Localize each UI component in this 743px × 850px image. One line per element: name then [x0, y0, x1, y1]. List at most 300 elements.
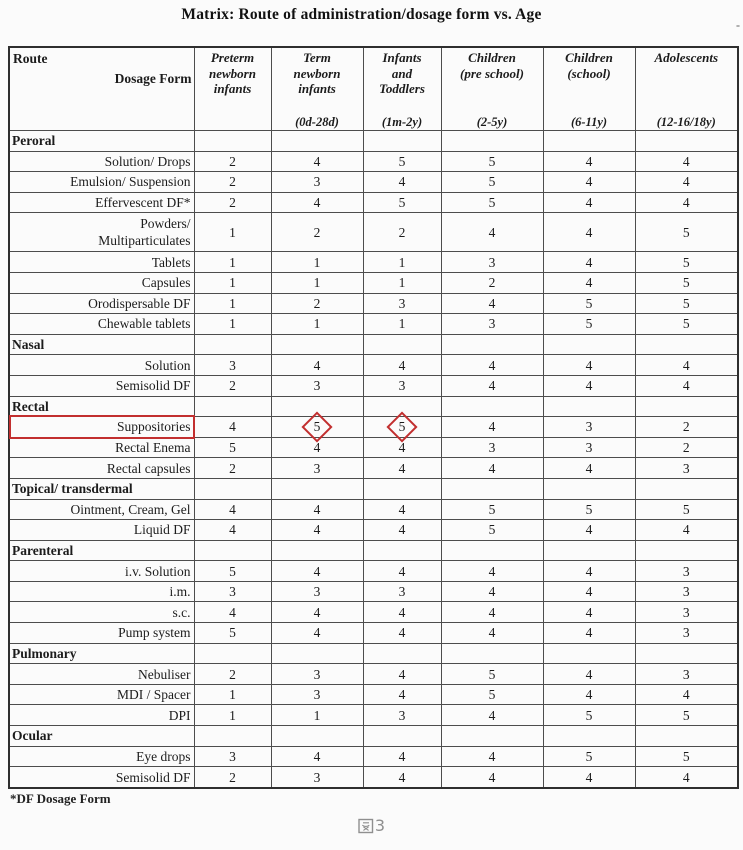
- rating-value: 4: [398, 440, 406, 456]
- rating-cell: [194, 623, 271, 644]
- dosage-form-label: Nebuliser: [9, 664, 194, 685]
- rating-value: 4: [682, 195, 690, 211]
- rating-cell: [271, 151, 363, 172]
- stray-scan-mark: -: [736, 18, 740, 32]
- rating-value: 5: [682, 316, 690, 332]
- empty-cell: [635, 334, 738, 355]
- rating-cell: [635, 561, 738, 582]
- age-column-name: Adolescents: [654, 50, 719, 65]
- rating-cell: [441, 602, 543, 623]
- dosage-form-label: Liquid DF: [9, 520, 194, 541]
- rating-value: 4: [488, 563, 496, 579]
- rating-cell: [441, 417, 543, 438]
- rating-cell: [441, 581, 543, 602]
- rating-value: 3: [398, 378, 406, 394]
- dosage-form-label: Semisolid DF: [9, 767, 194, 788]
- empty-cell: [271, 478, 363, 499]
- age-column-name: Infants and Toddlers: [379, 50, 425, 96]
- rating-cell: [194, 314, 271, 335]
- rating-cell: [194, 561, 271, 582]
- rating-cell: [363, 293, 441, 314]
- rating-value: 1: [313, 707, 321, 723]
- rating-cell: [271, 623, 363, 644]
- rating-value: 4: [313, 153, 321, 169]
- rating-value: 2: [313, 295, 321, 311]
- empty-cell: [441, 478, 543, 499]
- dosage-form-row: [9, 746, 738, 767]
- dosage-form-label: Effervescent DF*: [9, 192, 194, 213]
- rating-cell: [194, 375, 271, 396]
- empty-cell: [543, 396, 635, 417]
- rating-value: 3: [585, 419, 593, 435]
- rating-value: 5: [488, 174, 496, 190]
- dosage-form-row: [9, 705, 738, 726]
- rating-value: 4: [488, 769, 496, 785]
- rating-value: 3: [398, 295, 406, 311]
- rating-value: 5: [682, 275, 690, 291]
- rating-cell: [441, 192, 543, 213]
- rating-cell: [543, 520, 635, 541]
- dosage-form-label: Eye drops: [9, 746, 194, 767]
- rating-value: 4: [313, 625, 321, 641]
- route-section-label: Parenteral: [9, 540, 194, 561]
- empty-cell: [635, 131, 738, 152]
- rating-cell: [363, 623, 441, 644]
- rating-cell: [441, 151, 543, 172]
- rating-cell: [635, 252, 738, 273]
- rating-cell: [194, 458, 271, 479]
- rating-cell: [363, 172, 441, 193]
- figure-caption-number: 3: [374, 816, 386, 835]
- rating-value: 4: [229, 522, 236, 538]
- rating-cell: [194, 520, 271, 541]
- rating-cell: [543, 705, 635, 726]
- rating-cell: [441, 458, 543, 479]
- dosage-form-label: Rectal Enema: [9, 437, 194, 458]
- rating-value: 1: [398, 316, 406, 332]
- rating-value: 4: [585, 224, 593, 240]
- empty-cell: [635, 478, 738, 499]
- dosage-form-label: Powders/ Multiparticulates: [9, 213, 194, 252]
- route-section-row: [9, 726, 738, 747]
- route-section-row: [9, 643, 738, 664]
- rating-cell: [194, 151, 271, 172]
- rating-value: 3: [585, 440, 593, 456]
- empty-cell: [194, 131, 271, 152]
- rating-cell: [543, 602, 635, 623]
- rating-value: 1: [229, 295, 236, 311]
- rating-cell: [363, 437, 441, 458]
- rating-cell: [271, 581, 363, 602]
- rating-value: 4: [682, 522, 690, 538]
- rating-cell: [271, 293, 363, 314]
- dosage-form-label: Orodispersable DF: [9, 293, 194, 314]
- rating-cell: [271, 602, 363, 623]
- rating-value: 5: [313, 419, 321, 435]
- rating-cell: [271, 172, 363, 193]
- empty-cell: [363, 131, 441, 152]
- rating-value: 4: [488, 357, 496, 373]
- empty-cell: [194, 540, 271, 561]
- rating-cell: [635, 581, 738, 602]
- rating-value: 5: [682, 295, 690, 311]
- dosage-form-label: i.m.: [9, 581, 194, 602]
- rating-value: 4: [398, 357, 406, 373]
- rating-value: 5: [488, 522, 496, 538]
- rating-cell: [271, 499, 363, 520]
- rating-cell: [543, 417, 635, 438]
- dosage-form-label: Suppositories: [9, 417, 194, 438]
- rating-value: 4: [398, 687, 406, 703]
- rating-value: 3: [313, 378, 321, 394]
- route-section-label: Peroral: [9, 131, 194, 152]
- rating-cell: [635, 437, 738, 458]
- rating-value: 5: [682, 254, 690, 270]
- rating-value: 2: [488, 275, 496, 291]
- dosage-form-row: [9, 520, 738, 541]
- rating-cell: [441, 213, 543, 252]
- rating-value: 2: [229, 460, 236, 476]
- rating-cell: [441, 684, 543, 705]
- empty-cell: [363, 540, 441, 561]
- route-section-row: [9, 478, 738, 499]
- rating-cell: [441, 499, 543, 520]
- rating-cell: [543, 192, 635, 213]
- empty-cell: [194, 726, 271, 747]
- rating-value: 4: [313, 748, 321, 764]
- age-column-header: [363, 47, 441, 131]
- age-column-header: [543, 47, 635, 131]
- rating-value: 3: [313, 174, 321, 190]
- rating-value: 4: [488, 748, 496, 764]
- rating-cell: [363, 684, 441, 705]
- rating-cell: [271, 458, 363, 479]
- empty-cell: [271, 540, 363, 561]
- table-header-row: [9, 47, 738, 131]
- rating-cell: [635, 213, 738, 252]
- rating-value: 5: [398, 195, 406, 211]
- rating-cell: [441, 172, 543, 193]
- rating-value: 4: [313, 501, 321, 517]
- rating-cell: [543, 581, 635, 602]
- empty-cell: [543, 643, 635, 664]
- rating-cell: [363, 767, 441, 788]
- rating-value: 4: [585, 254, 593, 270]
- rating-cell: [363, 192, 441, 213]
- rating-value: 4: [585, 357, 593, 373]
- rating-value: 3: [313, 687, 321, 703]
- rating-value: 4: [585, 604, 593, 620]
- rating-cell: [635, 602, 738, 623]
- rating-value: 2: [682, 419, 690, 435]
- rating-cell: [635, 746, 738, 767]
- rating-value: 5: [682, 224, 690, 240]
- rating-value: 4: [488, 625, 496, 641]
- rating-value: 4: [682, 357, 690, 373]
- rating-cell: [543, 458, 635, 479]
- empty-cell: [635, 396, 738, 417]
- rating-value: 4: [229, 604, 236, 620]
- empty-cell: [441, 396, 543, 417]
- rating-cell: [441, 437, 543, 458]
- rating-cell: [635, 664, 738, 685]
- empty-cell: [194, 643, 271, 664]
- rating-cell: [194, 355, 271, 376]
- empty-cell: [363, 334, 441, 355]
- rating-value: 3: [682, 584, 690, 600]
- rating-value: 5: [585, 295, 593, 311]
- dosage-form-row: [9, 252, 738, 273]
- empty-cell: [363, 478, 441, 499]
- rating-value: 4: [585, 769, 593, 785]
- route-section-row: [9, 540, 738, 561]
- rating-value: 1: [229, 275, 236, 291]
- rating-value: 1: [229, 707, 236, 723]
- empty-cell: [543, 334, 635, 355]
- route-section-label: Pulmonary: [9, 643, 194, 664]
- rating-value: 5: [229, 563, 236, 579]
- rating-cell: [271, 355, 363, 376]
- rating-cell: [363, 581, 441, 602]
- rating-cell: [271, 684, 363, 705]
- route-section-row: [9, 334, 738, 355]
- rating-value: 4: [585, 378, 593, 394]
- rating-value: 2: [682, 440, 690, 456]
- rating-value: 2: [229, 378, 236, 394]
- rating-cell: [194, 437, 271, 458]
- dosage-form-label: Tablets: [9, 252, 194, 273]
- empty-cell: [271, 334, 363, 355]
- rating-cell: [543, 252, 635, 273]
- rating-cell: [543, 272, 635, 293]
- route-section-label: Nasal: [9, 334, 194, 355]
- rating-value: 4: [488, 584, 496, 600]
- route-section-label: Topical/ transdermal: [9, 478, 194, 499]
- rating-cell: [271, 705, 363, 726]
- rating-value: 4: [585, 460, 593, 476]
- empty-cell: [271, 643, 363, 664]
- rating-value: 4: [682, 378, 690, 394]
- rating-value: 4: [488, 295, 496, 311]
- dosage-form-row: [9, 767, 738, 788]
- clipped-footnote: *DF Dosage Form: [10, 791, 111, 806]
- rating-value: 5: [398, 153, 406, 169]
- rating-cell: [635, 705, 738, 726]
- rating-cell: [635, 767, 738, 788]
- rating-value: 4: [488, 224, 496, 240]
- rating-cell: [194, 293, 271, 314]
- rating-value: 4: [488, 378, 496, 394]
- rating-value: 4: [398, 604, 406, 620]
- empty-cell: [363, 396, 441, 417]
- rating-value: 4: [488, 604, 496, 620]
- rating-cell: [543, 623, 635, 644]
- rating-value: 4: [398, 460, 406, 476]
- page-title: Matrix: Route of administration/dosage form vs. Age: [181, 6, 542, 23]
- dosage-form-row: [9, 272, 738, 293]
- age-column-header: [441, 47, 543, 131]
- rating-cell: [363, 458, 441, 479]
- rating-cell: [363, 746, 441, 767]
- rating-cell: [441, 252, 543, 273]
- dosage-form-label: Emulsion/ Suspension: [9, 172, 194, 193]
- rating-value: 3: [313, 769, 321, 785]
- rating-value: 4: [585, 522, 593, 538]
- rating-cell: [271, 767, 363, 788]
- age-column-header: [271, 47, 363, 131]
- figure-caption: [0, 816, 743, 835]
- rating-cell: [543, 746, 635, 767]
- rating-value: 4: [585, 666, 593, 682]
- rating-cell: [363, 314, 441, 335]
- rating-cell: [635, 272, 738, 293]
- dosage-form-row: [9, 314, 738, 335]
- route-section-row: [9, 131, 738, 152]
- rating-value: 3: [229, 357, 236, 373]
- rating-cell: [635, 458, 738, 479]
- rating-cell: [194, 746, 271, 767]
- empty-cell: [441, 726, 543, 747]
- rating-value: 5: [229, 625, 236, 641]
- empty-cell: [441, 131, 543, 152]
- rating-value: 4: [585, 625, 593, 641]
- empty-cell: [635, 643, 738, 664]
- rating-value: 3: [313, 666, 321, 682]
- dosage-form-row: [9, 664, 738, 685]
- rating-cell: [194, 417, 271, 438]
- dosage-form-row: [9, 458, 738, 479]
- rating-cell: [194, 192, 271, 213]
- rating-cell: [543, 561, 635, 582]
- rating-cell: [271, 314, 363, 335]
- matrix-table: [8, 46, 739, 789]
- dosage-form-label: s.c.: [9, 602, 194, 623]
- rating-cell: [635, 314, 738, 335]
- rating-value: 3: [488, 440, 496, 456]
- rating-cell: [543, 499, 635, 520]
- rating-cell: [363, 355, 441, 376]
- rating-cell: [194, 705, 271, 726]
- rating-value: 1: [398, 275, 406, 291]
- rating-cell: [543, 293, 635, 314]
- rating-cell: [363, 520, 441, 541]
- rating-value: 4: [682, 174, 690, 190]
- age-column-range: (6-11y): [570, 115, 608, 129]
- rating-cell: [543, 437, 635, 458]
- rating-cell: [271, 746, 363, 767]
- rating-value: 3: [398, 584, 406, 600]
- rating-value: 4: [585, 563, 593, 579]
- rating-value: 2: [229, 195, 236, 211]
- rating-value: 4: [585, 153, 593, 169]
- rating-cell: [271, 213, 363, 252]
- rating-value: 3: [682, 563, 690, 579]
- rating-value: 4: [398, 769, 406, 785]
- dosage-form-row: [9, 581, 738, 602]
- dosage-form-label: Rectal capsules: [9, 458, 194, 479]
- rating-cell: [635, 520, 738, 541]
- rating-cell: [441, 664, 543, 685]
- empty-cell: [363, 726, 441, 747]
- rating-cell: [441, 767, 543, 788]
- rating-value: 4: [313, 563, 321, 579]
- rating-value: 2: [229, 153, 236, 169]
- rating-cell: [441, 375, 543, 396]
- rating-cell: [441, 623, 543, 644]
- rating-cell: [543, 767, 635, 788]
- rating-value: 4: [398, 522, 406, 538]
- rating-value: 4: [488, 707, 496, 723]
- rating-value: 3: [682, 666, 690, 682]
- rating-value: 1: [229, 224, 236, 240]
- rating-value: 3: [682, 625, 690, 641]
- empty-cell: [441, 540, 543, 561]
- age-column-range: (1m-2y): [381, 115, 423, 129]
- rating-cell: [543, 684, 635, 705]
- rating-value: 2: [229, 666, 236, 682]
- rating-cell: [271, 417, 363, 438]
- age-column-header: [194, 47, 271, 131]
- dosage-form-row: [9, 355, 738, 376]
- age-column-name: Children (school): [565, 50, 613, 81]
- rating-value: 4: [488, 419, 496, 435]
- rating-value: 5: [585, 707, 593, 723]
- rating-cell: [635, 684, 738, 705]
- matrix-table-wrap: [8, 46, 739, 789]
- dosage-form-label: MDI / Spacer: [9, 684, 194, 705]
- rating-value: 2: [229, 174, 236, 190]
- empty-cell: [194, 478, 271, 499]
- rating-value: 4: [313, 357, 321, 373]
- rating-value: 3: [488, 316, 496, 332]
- rating-cell: [441, 520, 543, 541]
- rating-cell: [363, 272, 441, 293]
- rating-value: 4: [398, 501, 406, 517]
- dosage-form-header-label: Dosage Form: [114, 71, 192, 86]
- rating-cell: [363, 561, 441, 582]
- empty-cell: [194, 334, 271, 355]
- rating-value: 4: [585, 687, 593, 703]
- rating-value: 1: [313, 275, 321, 291]
- empty-cell: [543, 726, 635, 747]
- empty-cell: [543, 131, 635, 152]
- rating-value: 4: [313, 522, 321, 538]
- rating-value: 3: [488, 254, 496, 270]
- dosage-form-label: DPI: [9, 705, 194, 726]
- rating-cell: [363, 375, 441, 396]
- rating-value: 2: [313, 224, 321, 240]
- rating-cell: [363, 213, 441, 252]
- rating-cell: [543, 314, 635, 335]
- dosage-form-row: [9, 151, 738, 172]
- rating-cell: [543, 355, 635, 376]
- rating-value: 3: [313, 584, 321, 600]
- rating-value: 1: [313, 254, 321, 270]
- rating-value: 4: [398, 174, 406, 190]
- rating-value: 5: [682, 707, 690, 723]
- rating-cell: [441, 746, 543, 767]
- rating-cell: [543, 172, 635, 193]
- dosage-form-label: Capsules: [9, 272, 194, 293]
- rating-value: 3: [229, 748, 236, 764]
- rating-value: 4: [682, 769, 690, 785]
- dosage-form-row: [9, 417, 738, 438]
- rating-cell: [194, 581, 271, 602]
- figure-char-glyph: [358, 818, 374, 834]
- rating-cell: [363, 151, 441, 172]
- empty-cell: [194, 396, 271, 417]
- rating-cell: [271, 252, 363, 273]
